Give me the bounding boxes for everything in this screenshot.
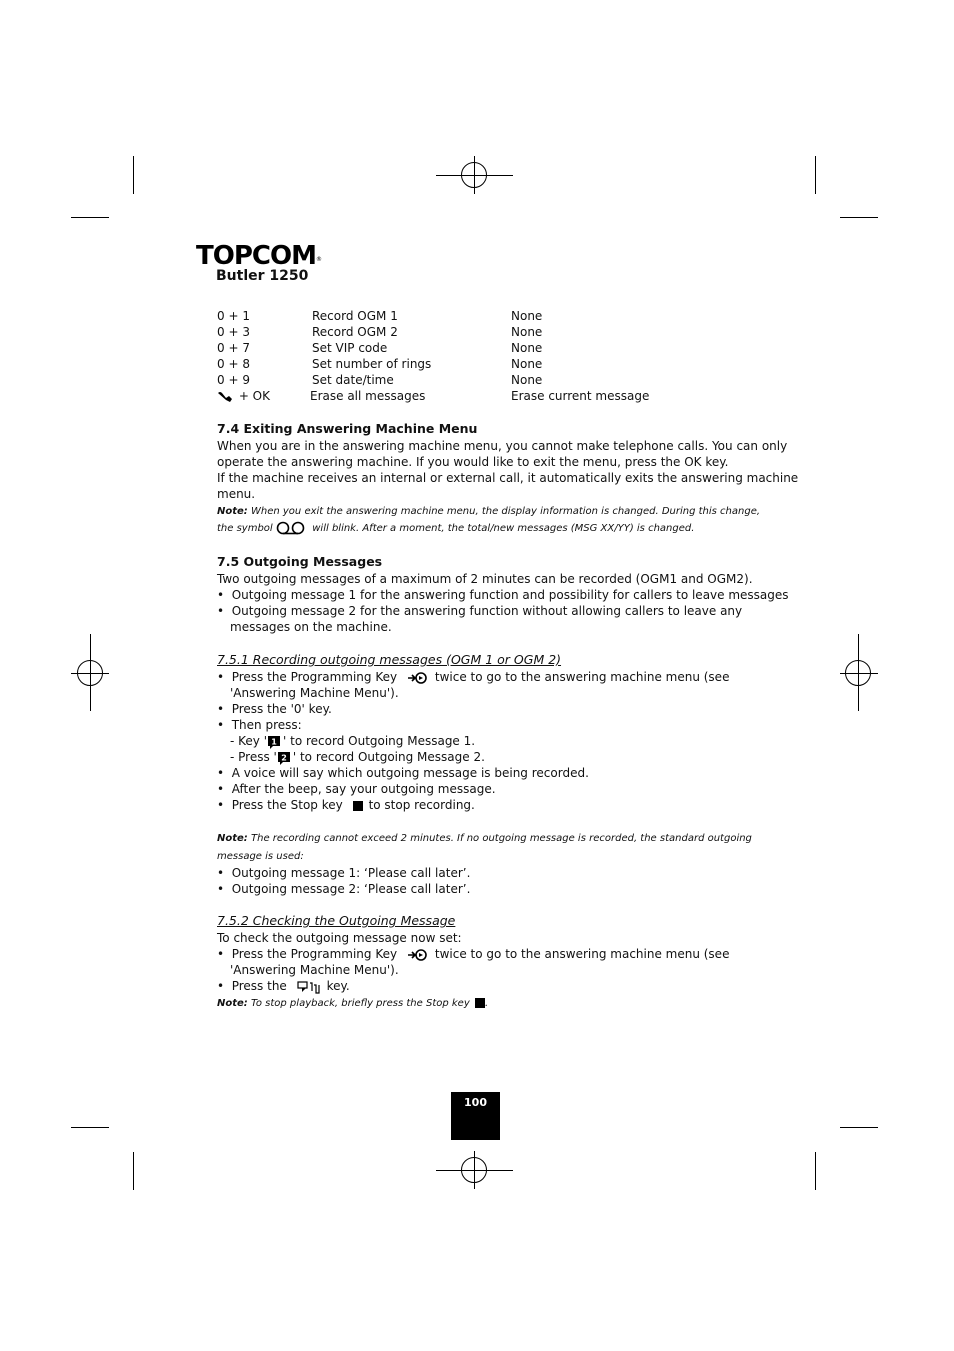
page-number: 100 — [451, 1092, 500, 1140]
crop-mark — [71, 1127, 109, 1128]
crop-mark — [133, 156, 134, 194]
programming-key-icon — [407, 671, 429, 685]
brand-logo: TOPCOM® — [196, 241, 321, 271]
crop-mark — [840, 1127, 878, 1128]
list-item: • Press the Stop key to stop recording. — [217, 798, 475, 812]
note: Note: The recording cannot exceed 2 minutes. If no outgoing message is recorded, the standard outgoing — [217, 833, 752, 844]
list-item: • Then press: — [217, 718, 302, 732]
crop-mark — [133, 1152, 134, 1190]
stop-key-icon — [475, 998, 485, 1008]
list-item: • After the beep, say your outgoing message. — [217, 782, 496, 796]
tape-icon — [276, 521, 306, 535]
model-name: Butler 1250 — [216, 268, 309, 284]
svg-text:1: 1 — [271, 737, 277, 746]
paragraph: To check the outgoing message now set: — [217, 931, 462, 945]
note: Note: When you exit the answering machine menu, the display information is changed. During this change, — [217, 506, 761, 517]
stop-key-icon — [353, 801, 363, 811]
programming-key-icon — [407, 948, 429, 962]
list-item: • Outgoing message 2 for the answering function without allowing callers to leave any — [217, 604, 743, 618]
list-item: • A voice will say which outgoing message is being recorded. — [217, 766, 589, 780]
playback-key-icon — [297, 980, 321, 994]
paragraph: menu. — [217, 487, 256, 501]
paragraph: operate the answering machine. If you would like to exit the menu, press the OK key. — [217, 455, 729, 469]
list-item: • Press the Programming Key twice to go to the answering machine menu (see — [217, 670, 730, 684]
crop-mark — [840, 217, 878, 218]
ogm2-key-icon — [277, 751, 293, 765]
note: message is used: — [217, 851, 304, 862]
erase-icon — [217, 391, 235, 403]
note: Note: To stop playback, briefly press the Stop key . — [217, 998, 489, 1009]
list-item: • Press the '0' key. — [217, 702, 332, 716]
list-item: • Press the Programming Key twice to go to the answering machine menu (see — [217, 947, 730, 961]
crop-mark — [815, 1152, 816, 1190]
sub-item: - Press ' 2 ' to record Outgoing Message 2. — [230, 750, 485, 764]
list-item: • Press the key. — [217, 979, 350, 993]
section-7-4-title: 7.4 Exiting Answering Machine Menu — [217, 421, 478, 436]
crop-mark — [71, 217, 109, 218]
ogm1-key-icon — [267, 735, 283, 749]
section-7-5-1-title: 7.5.1 Recording outgoing messages (OGM 1 or OGM 2) — [217, 652, 562, 667]
paragraph: If the machine receives an internal or external call, it automatically exits the answering machine — [217, 471, 799, 485]
svg-text:2: 2 — [281, 753, 287, 762]
paragraph: When you are in the answering machine menu, you cannot make telephone calls. You can only — [217, 439, 788, 453]
list-item: • Outgoing message 1 for the answering function and possibility for callers to leave messages — [217, 588, 789, 602]
sub-item: - Key ' 1 ' to record Outgoing Message 1. — [230, 734, 476, 748]
list-item: • Outgoing message 2: ‘Please call later’. — [217, 882, 471, 896]
list-item-continuation: messages on the machine. — [230, 620, 392, 634]
paragraph: Two outgoing messages of a maximum of 2 minutes can be recorded (OGM1 and OGM2). — [217, 572, 753, 586]
section-7-5-2-title: 7.5.2 Checking the Outgoing Message — [217, 913, 456, 928]
section-7-5-title: 7.5 Outgoing Messages — [217, 554, 383, 569]
crop-mark — [815, 156, 816, 194]
list-item: • Outgoing message 1: ‘Please call later’. — [217, 866, 471, 880]
note: the symbol will blink. After a moment, the total/new messages (MSG XX/YY) is changed. — [217, 523, 695, 534]
